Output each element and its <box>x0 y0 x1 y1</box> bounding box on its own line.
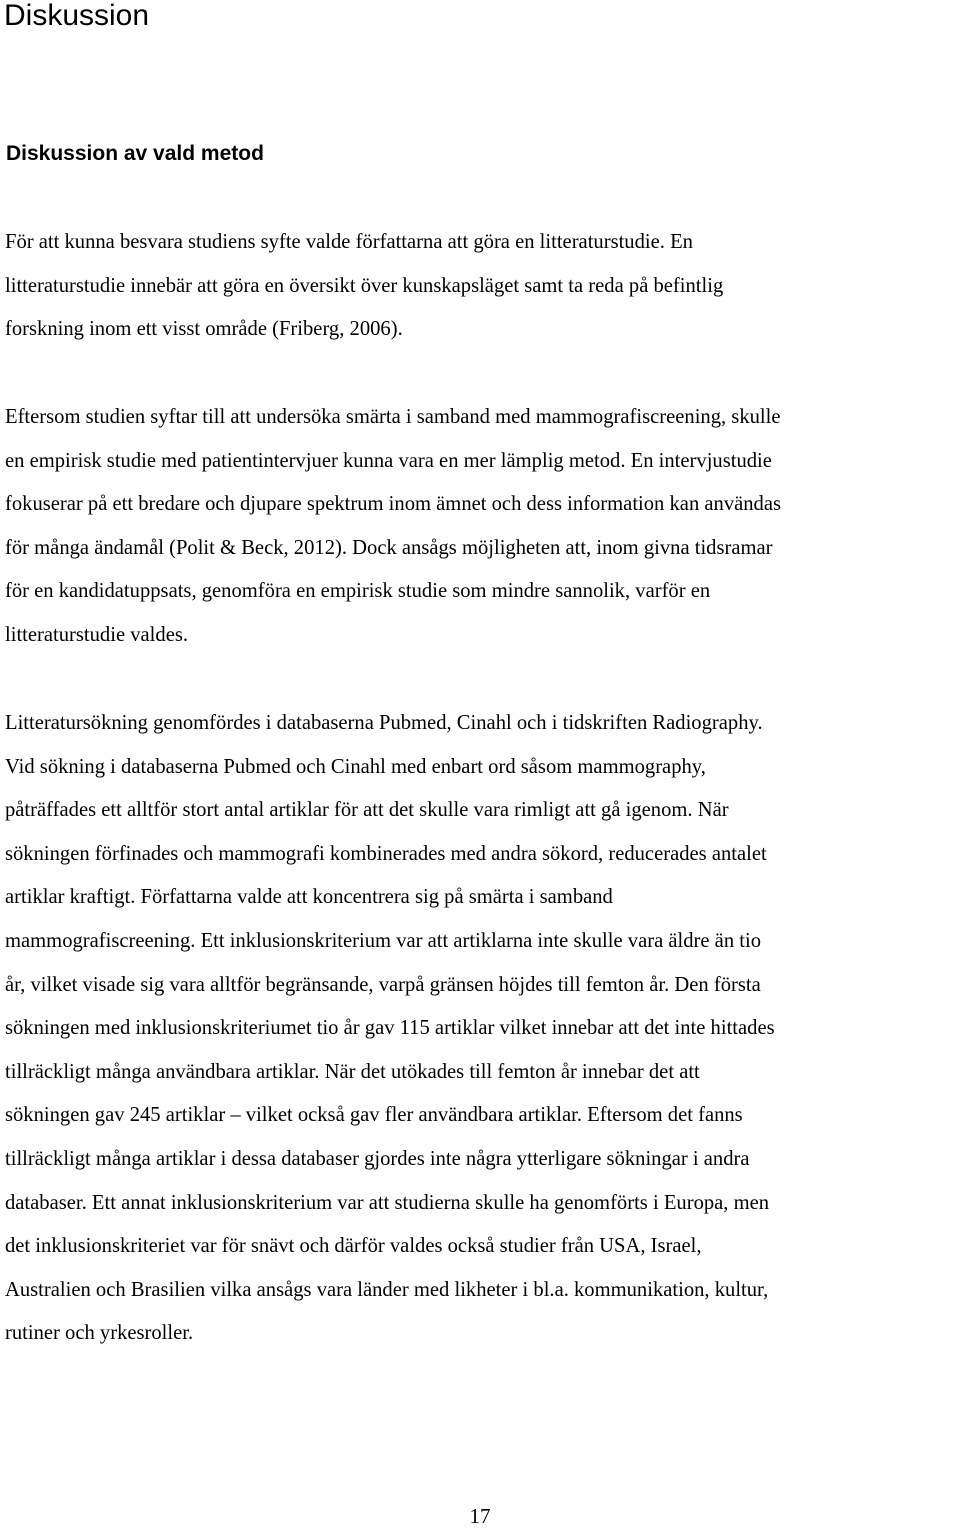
text-line: Australien och Brasilien vilka ansågs vara länder med likheter i bl.a. kommunikation, kultur, <box>5 1278 769 1301</box>
text-line: för många ändamål (Polit & Beck, 2012). Dock ansågs möjligheten att, inom givna tidsramar <box>5 536 773 559</box>
text-line: För att kunna besvara studiens syfte valde författarna att göra en litteraturstudie. En <box>5 231 693 253</box>
text-line: Litteratursökning genomfördes i databaserna Pubmed, Cinahl och i tidskriften Radiography. <box>5 712 763 734</box>
text-line: en empirisk studie med patientintervjuer kunna vara en mer lämplig metod. En intervjustudie <box>5 449 772 472</box>
text-line: artiklar kraftigt. Författarna valde att koncentrera sig på smärta i samband <box>5 886 613 909</box>
text-line: rutiner och yrkesroller. <box>5 1322 194 1345</box>
text-line: tillräckligt många artiklar i dessa databaser gjordes inte några ytterligare sökningar i andra <box>5 1147 750 1170</box>
page-number: 17 <box>469 1504 491 1528</box>
text-line: Eftersom studien syftar till att undersöka smärta i samband med mammografiscreening, skulle <box>5 406 781 428</box>
text-line: för en kandidatuppsats, genomföra en empirisk studie som mindre sannolik, varför en <box>5 580 711 603</box>
text-line: databaser. Ett annat inklusionskriterium var att studierna skulle ha genomförts i Europa, men <box>5 1191 770 1214</box>
text-line: sökningen gav 245 artiklar – vilket också gav fler användbara artiklar. Eftersom det fanns <box>5 1104 743 1127</box>
text-line: sökningen förfinades och mammografi kombinerades med andra sökord, reducerades antalet <box>5 842 767 865</box>
text-line: tillräckligt många användbara artiklar. När det utökades till femton år innebar det att <box>5 1060 700 1083</box>
text-line: sökningen med inklusionskriteriumet tio år gav 115 artiklar vilket innebar att det inte hittades <box>5 1017 775 1040</box>
text-line: litteraturstudie valdes. <box>5 623 189 646</box>
paragraph-literature-search <box>5 702 957 1356</box>
text-line: Vid sökning i databaserna Pubmed och Cinahl med enbart ord såsom mammography, <box>5 755 706 778</box>
text-line: mammografiscreening. Ett inklusionskriterium var att artiklarna inte skulle vara äldre än tio <box>5 929 762 952</box>
paragraph-empirical-alternative <box>5 396 957 658</box>
chapter-title: Diskussion <box>4 0 150 32</box>
paragraph-method-choice <box>5 221 957 352</box>
text-line: år, vilket visade sig vara alltför begränsande, varpå gränsen höjdes till femton år. Den första <box>5 973 761 996</box>
text-line: det inklusionskriteriet var för snävt och därför valdes också studier från USA, Israel, <box>5 1235 702 1258</box>
text-line: litteraturstudie innebär att göra en översikt över kunskapsläget samt ta reda på befintlig <box>5 274 724 297</box>
text-line: påträffades ett alltför stort antal artiklar för att det skulle vara rimligt att gå igenom. När <box>5 799 729 822</box>
section-title: Diskussion av vald metod <box>6 142 264 165</box>
text-line: forskning inom ett visst område (Friberg, 2006). <box>5 318 403 341</box>
text-line: fokuserar på ett bredare och djupare spektrum inom ämnet och dess information kan användas <box>5 493 782 516</box>
